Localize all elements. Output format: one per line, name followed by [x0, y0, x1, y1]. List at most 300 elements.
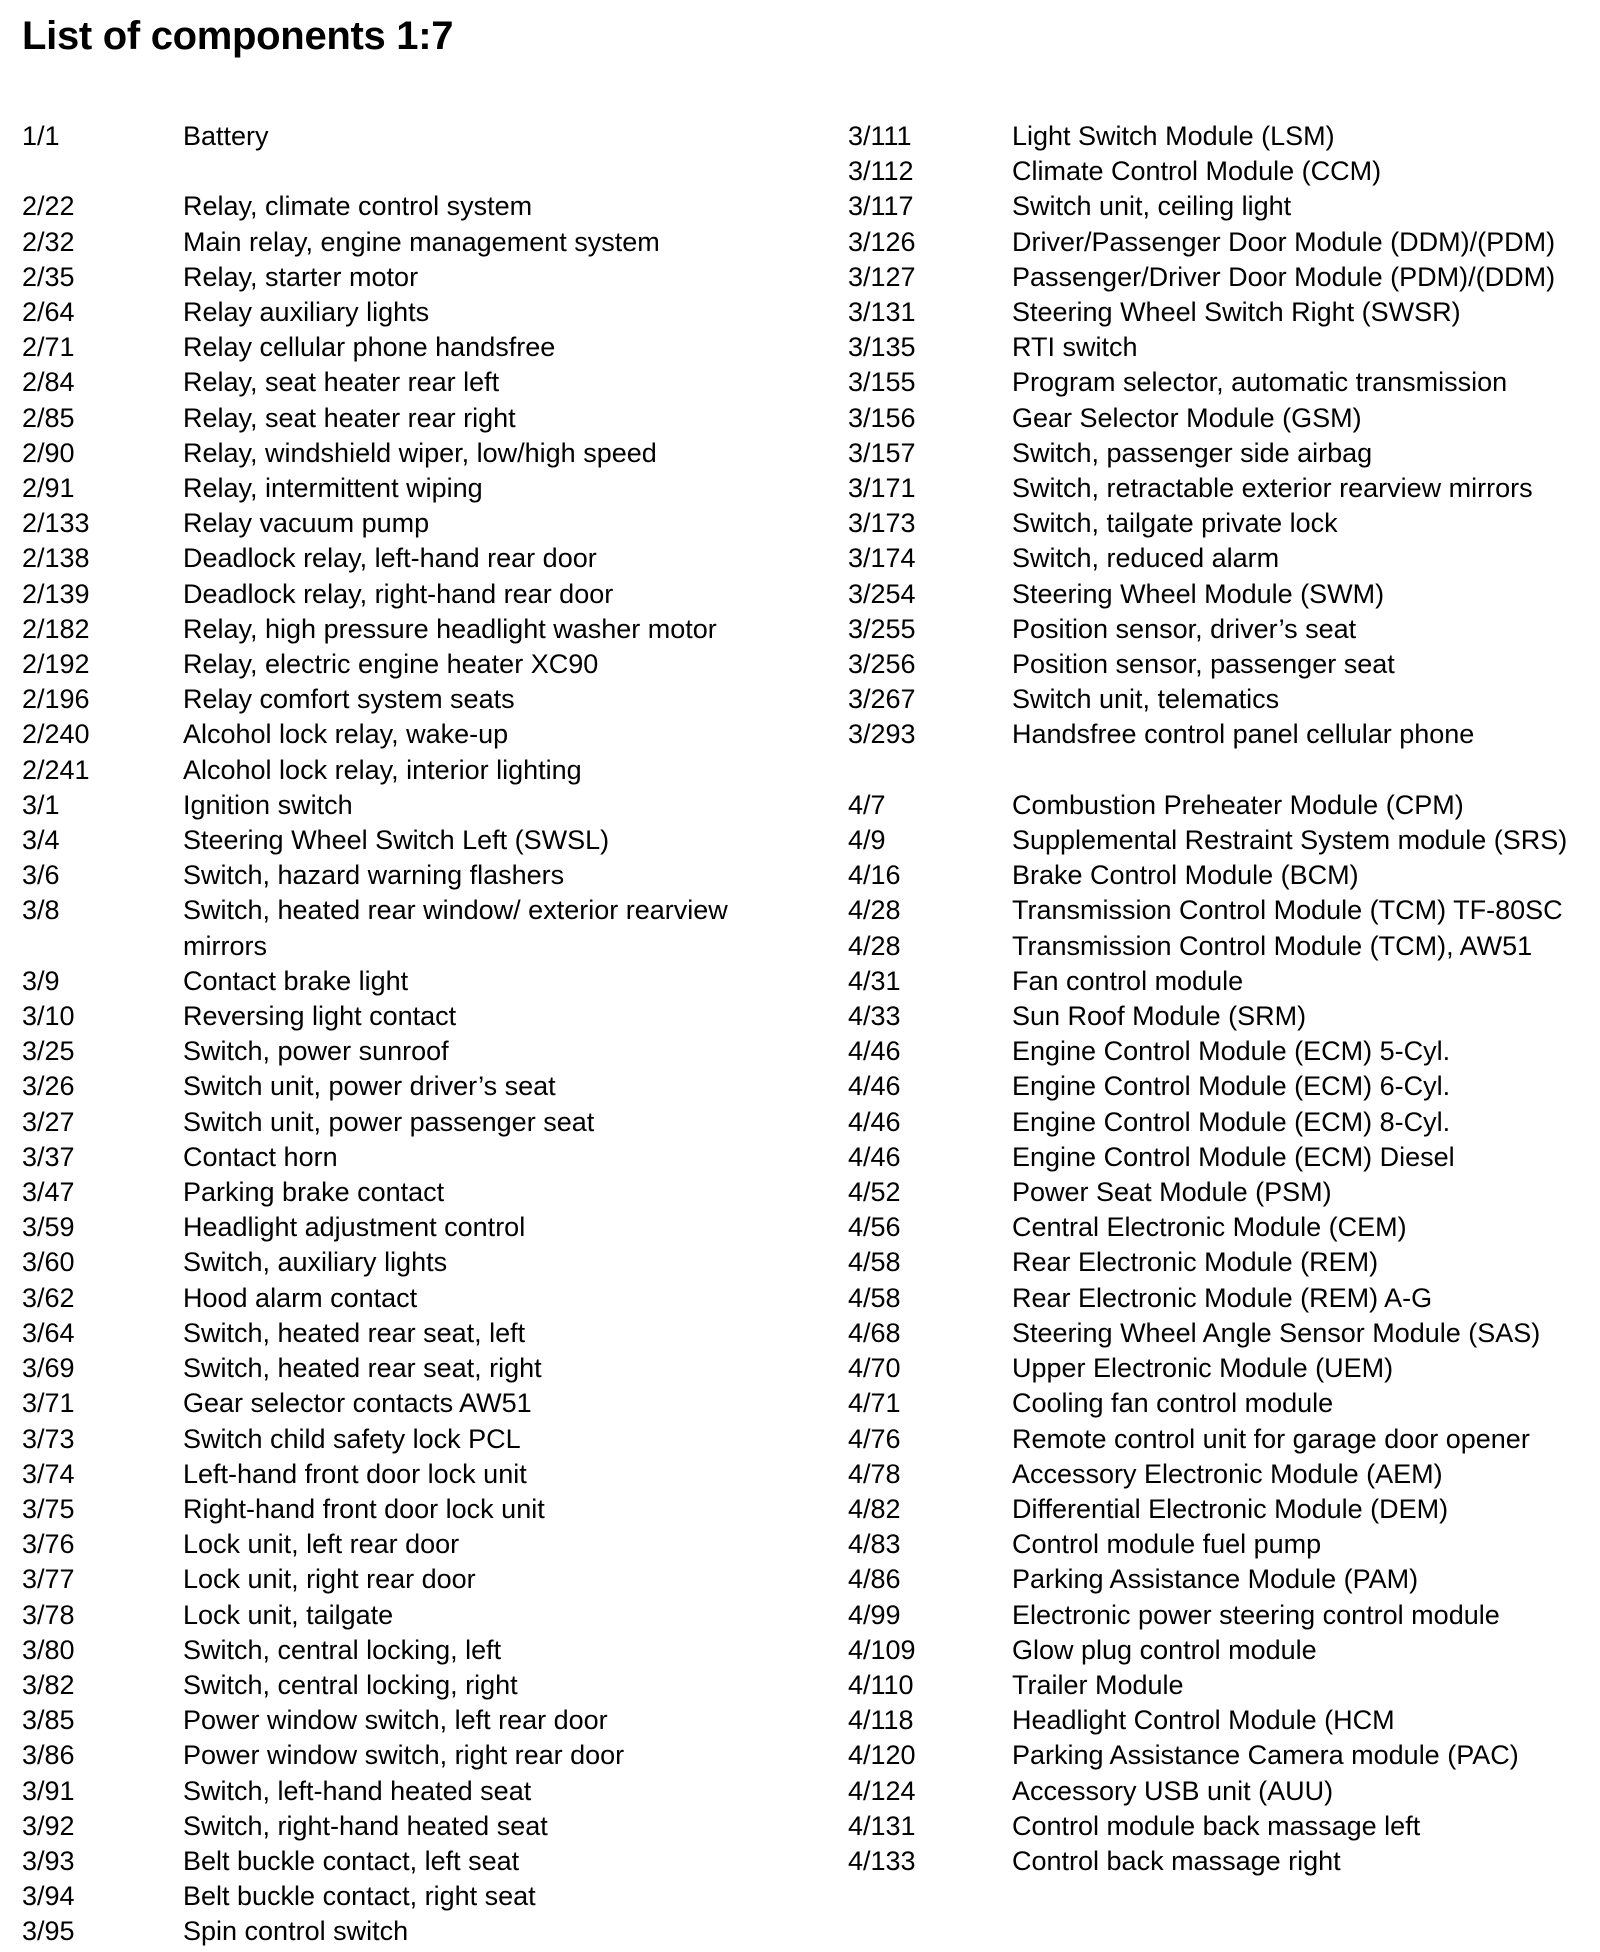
component-description: Switch, heated rear window/ exterior rearview mirrors [183, 895, 728, 961]
component-code: 3/9 [22, 965, 60, 996]
component-description: Transmission Control Module (TCM), AW51 [1012, 930, 1533, 961]
component-code: 4/56 [848, 1212, 901, 1243]
list-item [848, 1562, 1598, 1597]
list-item [22, 788, 782, 823]
component-code: 4/33 [848, 1001, 901, 1032]
component-description: Gear Selector Module (GSM) [1012, 402, 1362, 433]
list-item [848, 189, 1598, 224]
component-description: Relay vacuum pump [183, 508, 430, 539]
list-item [848, 225, 1598, 260]
component-description: Parking Assistance Module (PAM) [1012, 1564, 1419, 1595]
component-code: 3/86 [22, 1740, 75, 1771]
component-code: 4/76 [848, 1423, 901, 1454]
component-description: Reversing light contact [183, 1001, 457, 1032]
component-code: 3/85 [22, 1705, 75, 1736]
list-item [22, 1245, 782, 1280]
component-description: Battery [183, 121, 269, 151]
component-description: Driver/Passenger Door Module (DDM)/(PDM) [1012, 226, 1556, 257]
component-code: 3/6 [22, 860, 60, 891]
component-description: Belt buckle contact, left seat [183, 1845, 520, 1876]
component-description: Brake Control Module (BCM) [1012, 860, 1359, 891]
component-code: 4/133 [848, 1845, 916, 1876]
component-code: 3/59 [22, 1212, 75, 1243]
component-description: Left-hand front door lock unit [183, 1458, 527, 1489]
component-code: 4/68 [848, 1317, 901, 1348]
list-item [22, 119, 782, 154]
component-description: Engine Control Module (ECM) Diesel [1012, 1141, 1455, 1172]
component-description: Switch, heated rear seat, left [183, 1317, 526, 1348]
component-code: 3/73 [22, 1423, 75, 1454]
component-code: 4/7 [848, 789, 886, 820]
component-code: 4/28 [848, 930, 901, 961]
list-item [848, 1527, 1598, 1562]
list-item [22, 577, 782, 612]
list-item [22, 612, 782, 647]
component-description: Relay, windshield wiper, low/high speed [183, 437, 657, 468]
component-description: Switch, passenger side airbag [1012, 437, 1373, 468]
list-item [848, 436, 1598, 471]
list-item [22, 295, 782, 330]
component-description: Fan control module [1012, 965, 1244, 996]
component-description: Switch, reduced alarm [1012, 543, 1280, 574]
component-code: 4/31 [848, 965, 901, 996]
list-item [848, 682, 1598, 717]
component-code: 3/26 [22, 1071, 75, 1102]
list-item [22, 682, 782, 717]
list-item [848, 577, 1598, 612]
component-code: 4/120 [848, 1740, 916, 1771]
component-description: Parking brake contact [183, 1177, 445, 1208]
component-description: Rear Electronic Module (REM) [1012, 1247, 1379, 1278]
component-description: Handsfree control panel cellular phone [1012, 719, 1475, 750]
component-description: Upper Electronic Module (UEM) [1012, 1353, 1394, 1384]
list-item [22, 1633, 782, 1668]
component-description: Alcohol lock relay, interior lighting [183, 754, 582, 785]
list-item [22, 189, 782, 224]
component-description: Switch, right-hand heated seat [183, 1810, 548, 1841]
component-description: Hood alarm contact [183, 1282, 418, 1313]
list-item [848, 788, 1598, 823]
component-description: Headlight Control Module (HCM [1012, 1705, 1395, 1736]
component-description: Main relay, engine management system [183, 226, 660, 257]
component-description: Switch unit, ceiling light [1012, 191, 1292, 222]
component-description: Program selector, automatic transmission [1012, 367, 1508, 398]
component-description: Climate Control Module (CCM) [1012, 156, 1382, 187]
list-item [22, 1457, 782, 1492]
list-item [848, 1844, 1598, 1879]
component-description: Headlight adjustment control [183, 1212, 526, 1243]
component-code: 4/78 [848, 1458, 901, 1489]
component-code: 3/156 [848, 402, 916, 433]
list-item [848, 154, 1598, 189]
component-description: Contact horn [183, 1141, 338, 1172]
list-item [848, 295, 1598, 330]
component-code: 2/138 [22, 543, 90, 574]
component-description: Accessory USB unit (AUU) [1012, 1775, 1334, 1806]
component-code: 2/64 [22, 297, 75, 327]
list-item [22, 401, 782, 436]
list-item [848, 1774, 1598, 1809]
component-code: 3/95 [22, 1916, 75, 1947]
list-item [22, 1598, 782, 1633]
component-code: 4/52 [848, 1177, 901, 1208]
component-code: 2/91 [22, 473, 75, 504]
component-code: 2/84 [22, 367, 75, 398]
component-description: Switch unit, power passenger seat [183, 1106, 595, 1137]
component-description: Relay, climate control system [183, 191, 533, 222]
component-description: Lock unit, left rear door [183, 1529, 460, 1560]
list-item [22, 1210, 782, 1245]
component-description: Alcohol lock relay, wake-up [183, 719, 509, 750]
component-code: 3/78 [22, 1599, 75, 1630]
component-code: 3/131 [848, 297, 916, 328]
component-code: 3/174 [848, 543, 916, 574]
component-description: Combustion Preheater Module (CPM) [1012, 789, 1464, 820]
component-code: 3/94 [22, 1881, 75, 1912]
component-description: Power window switch, right rear door [183, 1740, 625, 1771]
list-item [22, 365, 782, 400]
list-item [22, 1914, 782, 1949]
list-item [848, 1034, 1598, 1069]
list-item [848, 1175, 1598, 1210]
component-description: Differential Electronic Module (DEM) [1012, 1493, 1449, 1524]
component-code: 2/71 [22, 332, 75, 363]
component-code: 4/46 [848, 1071, 901, 1102]
list-item [22, 1492, 782, 1527]
list-item [22, 1175, 782, 1210]
page-title: List of components 1:7 [22, 14, 454, 58]
component-code: 3/293 [848, 719, 916, 750]
component-description: Relay, starter motor [183, 261, 419, 292]
component-description: Switch unit, telematics [1012, 684, 1280, 715]
component-code: 4/124 [848, 1775, 916, 1806]
list-item [22, 1668, 782, 1703]
list-item [22, 1105, 782, 1140]
component-description: Relay, high pressure headlight washer motor [183, 613, 717, 644]
list-item [22, 1281, 782, 1316]
list-item [848, 929, 1598, 964]
component-code: 2/240 [22, 719, 90, 750]
list-item [848, 1809, 1598, 1844]
list-item [22, 1069, 782, 1104]
list-item [848, 541, 1598, 576]
list-item [848, 1210, 1598, 1245]
component-description: Switch, left-hand heated seat [183, 1775, 532, 1806]
component-code: 4/82 [848, 1493, 901, 1524]
component-description: Deadlock relay, left-hand rear door [183, 543, 597, 574]
component-code: 3/1 [22, 789, 60, 820]
component-code: 3/93 [22, 1845, 75, 1876]
component-description: Switch, power sunroof [183, 1036, 449, 1067]
list-item [22, 823, 782, 858]
list-item [848, 1598, 1598, 1633]
component-code: 3/171 [848, 473, 916, 504]
component-description: Relay, electric engine heater XC90 [183, 649, 599, 680]
component-description: Control module back massage left [1012, 1810, 1421, 1841]
component-description: Relay, seat heater rear left [183, 367, 500, 398]
component-description: Electronic power steering control module [1012, 1599, 1500, 1630]
list-item [22, 1034, 782, 1069]
component-description: Accessory Electronic Module (AEM) [1012, 1458, 1443, 1489]
component-code: 4/46 [848, 1141, 901, 1172]
component-description: Power window switch, left rear door [183, 1705, 608, 1736]
list-item [22, 260, 782, 295]
list-item [22, 471, 782, 506]
list-item [848, 1105, 1598, 1140]
component-code: 3/77 [22, 1564, 75, 1595]
list-item [22, 964, 782, 999]
list-item [848, 1140, 1598, 1175]
component-code: 3/155 [848, 367, 916, 398]
component-description: Power Seat Module (PSM) [1012, 1177, 1332, 1208]
component-description: Remote control unit for garage door opener [1012, 1423, 1530, 1454]
component-description: Control back massage right [1012, 1845, 1341, 1876]
component-description: Relay cellular phone handsfree [183, 332, 556, 363]
component-description: Cooling fan control module [1012, 1388, 1334, 1419]
component-code: 4/9 [848, 825, 886, 856]
component-code: 3/64 [22, 1317, 75, 1348]
list-spacer [848, 753, 1598, 788]
component-description: Relay comfort system seats [183, 684, 515, 715]
list-item [22, 717, 782, 752]
list-item [22, 1527, 782, 1562]
component-code: 3/255 [848, 613, 916, 644]
component-code: 2/35 [22, 261, 75, 292]
component-code: 2/139 [22, 578, 90, 609]
component-description: Transmission Control Module (TCM) TF-80SC [1012, 895, 1563, 926]
list-item [22, 1386, 782, 1421]
component-code: 3/173 [848, 508, 916, 539]
component-description: Position sensor, driver’s seat [1012, 613, 1357, 644]
list-item [848, 119, 1598, 154]
component-description: Lock unit, right rear door [183, 1564, 476, 1595]
component-code: 2/196 [22, 684, 90, 715]
component-code: 2/192 [22, 649, 90, 680]
component-code: 3/74 [22, 1458, 75, 1489]
component-code: 1/1 [22, 121, 60, 151]
component-code: 3/47 [22, 1177, 75, 1208]
list-item [22, 436, 782, 471]
list-item [22, 999, 782, 1034]
list-item [848, 647, 1598, 682]
component-description: Switch unit, power driver’s seat [183, 1071, 556, 1102]
list-item [22, 1140, 782, 1175]
component-description: Switch child safety lock PCL [183, 1423, 521, 1454]
component-description: Central Electronic Module (CEM) [1012, 1212, 1407, 1243]
component-description: RTI switch [1012, 332, 1138, 363]
list-item [848, 717, 1598, 752]
component-description: Steering Wheel Module (SWM) [1012, 578, 1385, 609]
component-list-left [22, 119, 782, 1950]
list-item [22, 893, 782, 963]
list-item [848, 1281, 1598, 1316]
component-description: Switch, heated rear seat, right [183, 1353, 542, 1384]
list-spacer [22, 154, 782, 189]
component-code: 3/111 [848, 121, 912, 151]
component-code: 3/267 [848, 684, 916, 715]
component-description: Switch, hazard warning flashers [183, 860, 565, 891]
list-item [22, 1562, 782, 1597]
list-item [848, 401, 1598, 436]
list-item [22, 506, 782, 541]
component-description: Trailer Module [1012, 1669, 1184, 1700]
list-item [22, 1879, 782, 1914]
list-item [22, 225, 782, 260]
component-code: 3/10 [22, 1001, 75, 1032]
component-description: Engine Control Module (ECM) 8-Cyl. [1012, 1106, 1451, 1137]
list-item [848, 1492, 1598, 1527]
component-description: Light Switch Module (LSM) [1012, 121, 1335, 151]
component-description: Steering Wheel Angle Sensor Module (SAS) [1012, 1317, 1541, 1348]
list-item [848, 1457, 1598, 1492]
list-item [848, 1703, 1598, 1738]
list-item [848, 1245, 1598, 1280]
list-item [848, 260, 1598, 295]
component-code: 3/76 [22, 1529, 75, 1560]
component-description: Belt buckle contact, right seat [183, 1881, 536, 1912]
list-item [22, 1351, 782, 1386]
component-code: 2/32 [22, 226, 75, 257]
list-item [22, 1703, 782, 1738]
component-description: Switch, central locking, right [183, 1669, 518, 1700]
component-code: 3/127 [848, 261, 916, 292]
component-description: Deadlock relay, right-hand rear door [183, 578, 614, 609]
component-code: 3/91 [22, 1775, 75, 1806]
component-code: 4/46 [848, 1036, 901, 1067]
component-description: Relay, intermittent wiping [183, 473, 483, 504]
component-code: 4/71 [848, 1388, 901, 1419]
component-code: 3/80 [22, 1634, 75, 1665]
list-item [848, 999, 1598, 1034]
component-description: Relay, seat heater rear right [183, 402, 516, 433]
list-item [848, 612, 1598, 647]
component-code: 3/75 [22, 1493, 75, 1524]
component-code: 3/92 [22, 1810, 75, 1841]
component-code: 3/135 [848, 332, 916, 363]
list-item [22, 1422, 782, 1457]
component-code: 3/27 [22, 1106, 75, 1137]
component-code: 3/126 [848, 226, 916, 257]
list-item [848, 1422, 1598, 1457]
component-code: 4/46 [848, 1106, 901, 1137]
list-item [848, 1633, 1598, 1668]
component-code: 4/131 [848, 1810, 916, 1841]
component-description: Spin control switch [183, 1916, 409, 1947]
component-code: 3/25 [22, 1036, 75, 1067]
component-code: 4/83 [848, 1529, 901, 1560]
component-description: Sun Roof Module (SRM) [1012, 1001, 1307, 1032]
list-item [848, 964, 1598, 999]
component-code: 3/4 [22, 825, 60, 856]
component-description: Control module fuel pump [1012, 1529, 1322, 1560]
list-item [848, 1386, 1598, 1421]
component-code: 4/109 [848, 1634, 916, 1665]
component-description: Parking Assistance Camera module (PAC) [1012, 1740, 1519, 1771]
list-item [848, 330, 1598, 365]
component-description: Right-hand front door lock unit [183, 1493, 545, 1524]
component-description: Lock unit, tailgate [183, 1599, 394, 1630]
component-code: 3/37 [22, 1141, 75, 1172]
component-description: Relay auxiliary lights [183, 297, 430, 327]
component-description: Position sensor, passenger seat [1012, 649, 1395, 680]
list-item [848, 365, 1598, 400]
component-code: 3/82 [22, 1669, 75, 1700]
component-description: Ignition switch [183, 789, 353, 820]
list-item [848, 823, 1598, 858]
component-description: Switch, central locking, left [183, 1634, 502, 1665]
list-item [22, 1809, 782, 1844]
component-description: Gear selector contacts AW51 [183, 1388, 532, 1419]
list-item [22, 1844, 782, 1879]
list-item [848, 858, 1598, 893]
list-item [848, 1316, 1598, 1351]
component-code: 4/58 [848, 1282, 901, 1313]
component-code: 4/110 [848, 1669, 914, 1700]
component-code: 4/86 [848, 1564, 901, 1595]
component-code: 3/117 [848, 191, 914, 222]
component-code: 2/85 [22, 402, 75, 433]
component-code: 2/22 [22, 191, 75, 222]
component-code: 3/112 [848, 156, 914, 187]
component-code: 2/182 [22, 613, 90, 644]
component-code: 3/8 [22, 895, 60, 926]
component-code: 4/16 [848, 860, 901, 891]
list-item [22, 753, 782, 788]
component-code: 4/28 [848, 895, 901, 926]
list-item [848, 1668, 1598, 1703]
component-code: 3/60 [22, 1247, 75, 1278]
component-description: Passenger/Driver Door Module (PDM)/(DDM) [1012, 261, 1556, 292]
list-item [848, 471, 1598, 506]
component-description: Rear Electronic Module (REM) A-G [1012, 1282, 1433, 1313]
component-list-right [848, 119, 1598, 1879]
component-description: Engine Control Module (ECM) 5-Cyl. [1012, 1036, 1451, 1067]
component-code: 4/70 [848, 1353, 901, 1384]
list-item [848, 1351, 1598, 1386]
component-code: 3/256 [848, 649, 916, 680]
component-code: 3/71 [22, 1388, 75, 1419]
component-code: 2/90 [22, 437, 75, 468]
component-code: 2/133 [22, 508, 90, 539]
component-description: Steering Wheel Switch Left (SWSL) [183, 825, 610, 856]
component-code: 3/157 [848, 437, 916, 468]
list-item [22, 858, 782, 893]
list-item [22, 1738, 782, 1773]
component-code: 2/241 [22, 754, 90, 785]
component-description: Switch, retractable exterior rearview mirrors [1012, 473, 1533, 504]
component-description: Contact brake light [183, 965, 409, 996]
component-description: Glow plug control module [1012, 1634, 1317, 1665]
list-item [848, 1738, 1598, 1773]
list-item [848, 506, 1598, 541]
component-description: Supplemental Restraint System module (SRS) [1012, 825, 1568, 856]
component-code: 4/58 [848, 1247, 901, 1278]
list-item [22, 647, 782, 682]
component-description: Switch, auxiliary lights [183, 1247, 448, 1278]
component-code: 3/254 [848, 578, 916, 609]
list-item [22, 541, 782, 576]
list-item [848, 893, 1598, 928]
component-description: Steering Wheel Switch Right (SWSR) [1012, 297, 1461, 328]
component-code: 4/118 [848, 1705, 914, 1736]
component-code: 3/62 [22, 1282, 75, 1313]
list-item [22, 330, 782, 365]
component-code: 3/69 [22, 1353, 75, 1384]
component-description: Engine Control Module (ECM) 6-Cyl. [1012, 1071, 1451, 1102]
list-item [22, 1774, 782, 1809]
component-code: 4/99 [848, 1599, 901, 1630]
list-item [22, 1316, 782, 1351]
